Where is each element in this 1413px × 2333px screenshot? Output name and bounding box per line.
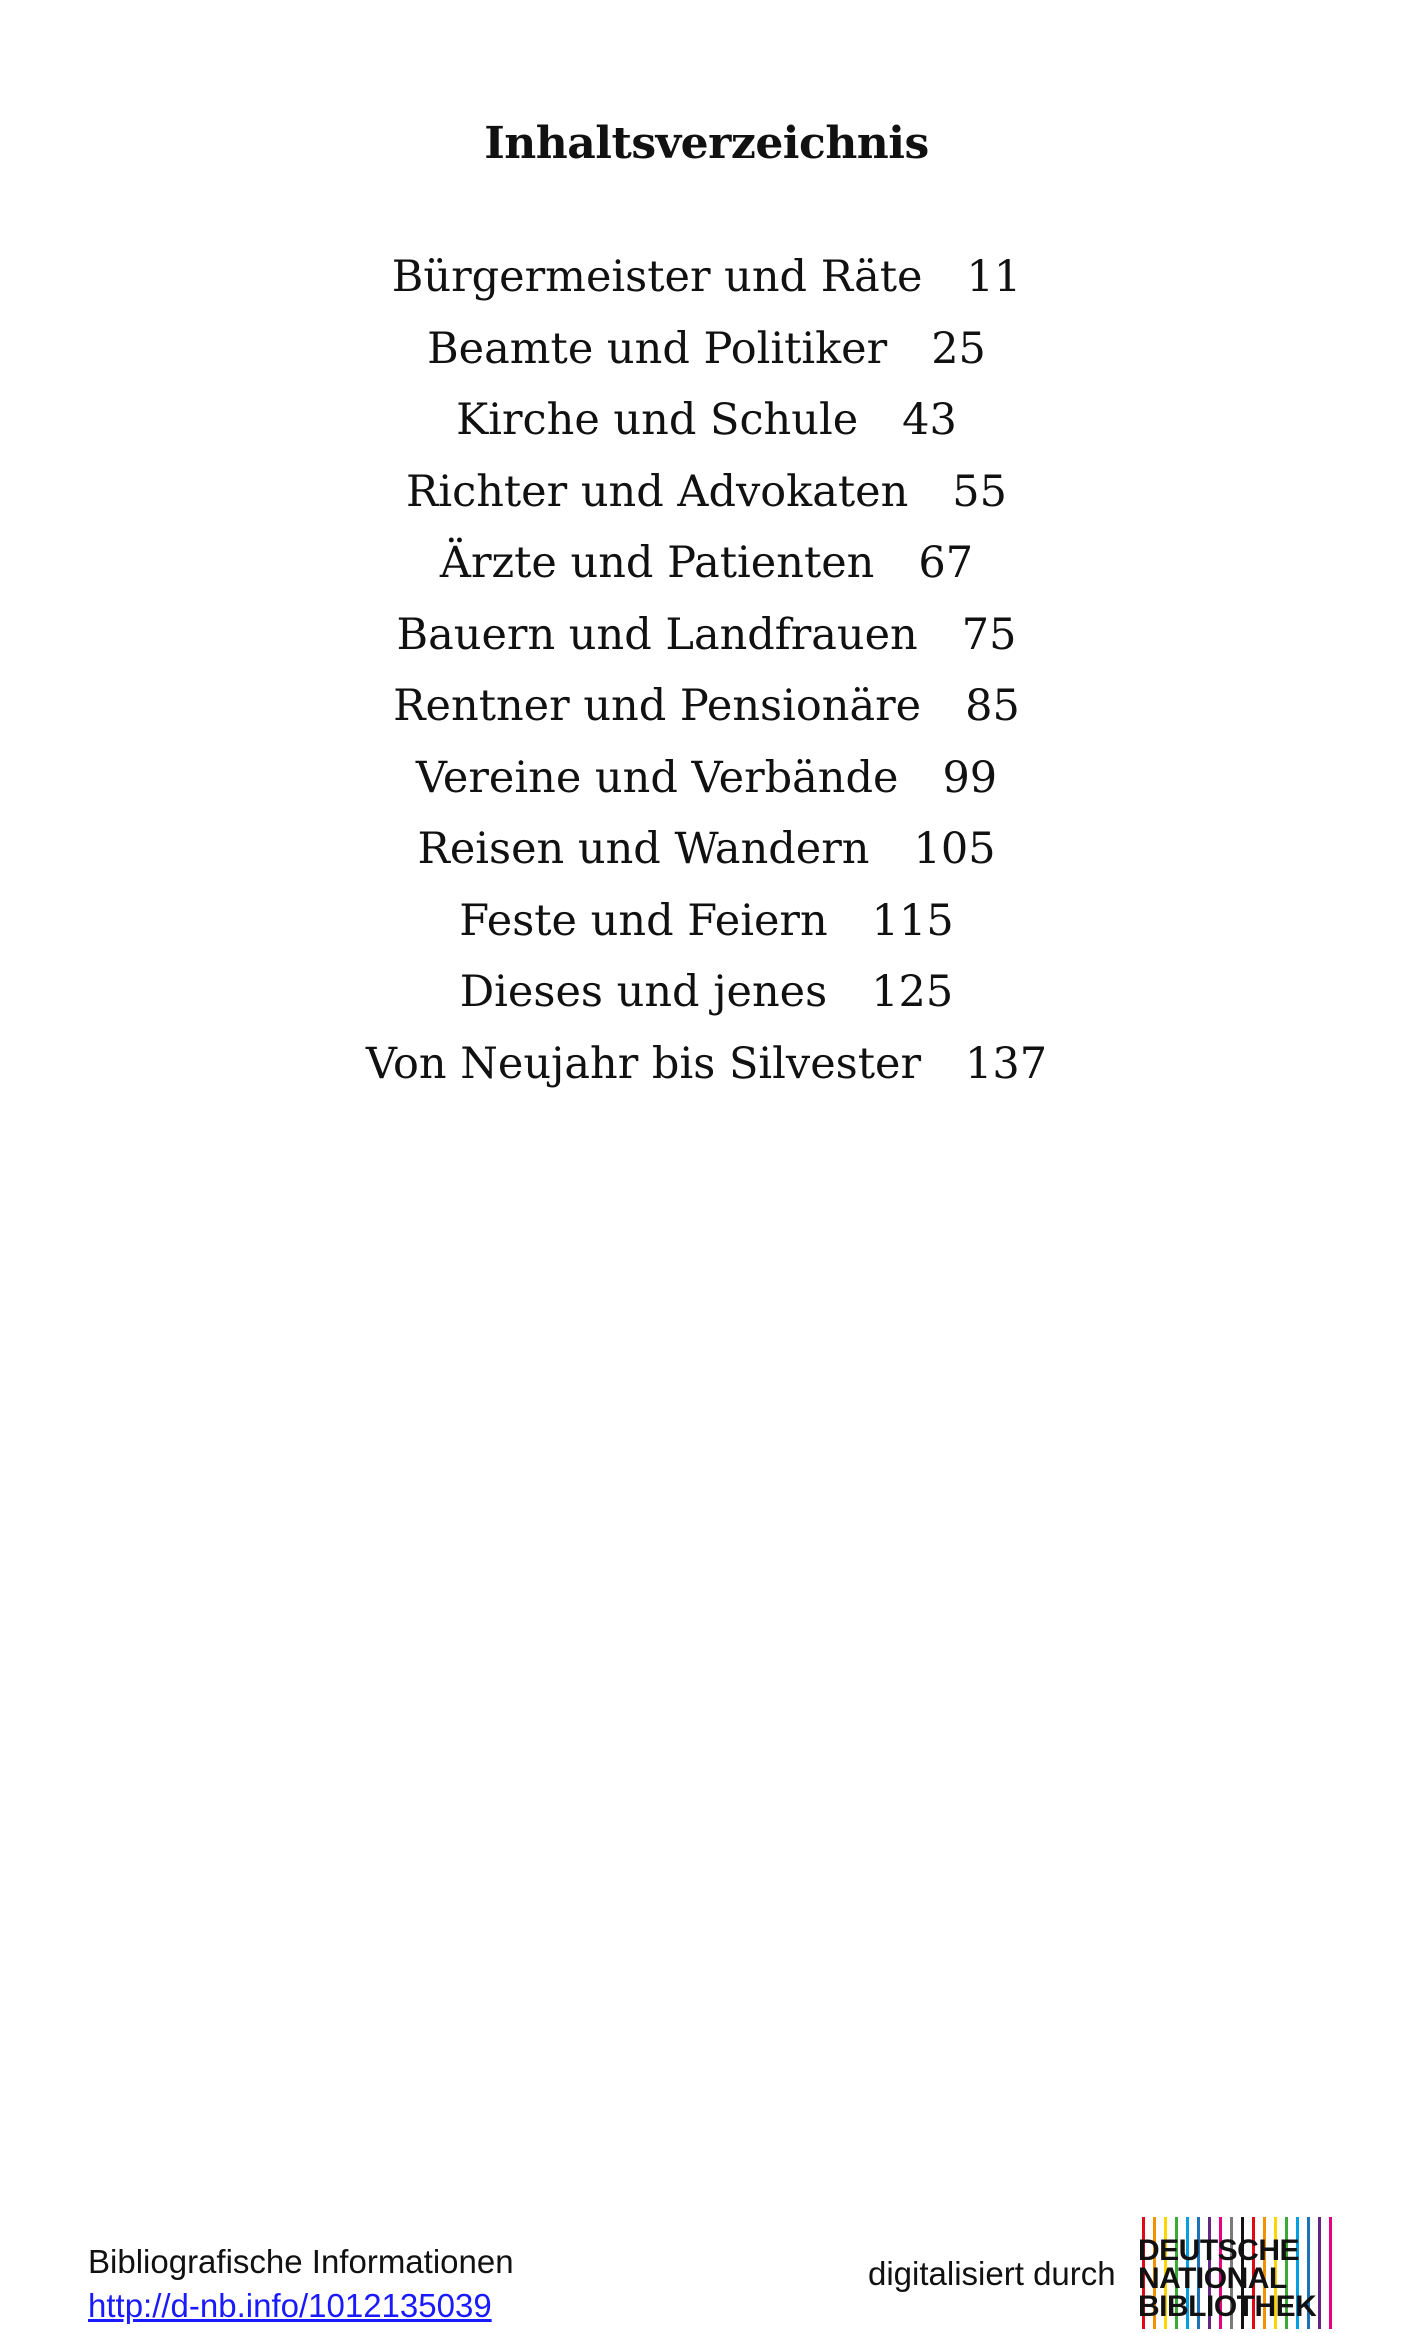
toc-entry-title: Vereine und Verbände	[415, 752, 899, 803]
toc-entry-page: 75	[961, 609, 1017, 660]
page-title: Inhaltsverzeichnis	[484, 118, 929, 169]
toc-entry-title: Ärzte und Patienten	[439, 538, 875, 588]
toc-entry	[0, 886, 1413, 958]
dnb-logo-line: NATIONAL	[1138, 2262, 1287, 2295]
toc-entry-page: 55	[952, 466, 1008, 517]
toc-entry-page: 85	[965, 681, 1020, 731]
digitized-by-label: digitalisiert durch	[868, 2255, 1116, 2292]
dnb-logo-text	[1138, 2234, 1343, 2323]
toc-entry-title: Bauern und Landfrauen	[396, 609, 918, 660]
toc-entry	[0, 528, 1413, 600]
toc-entry-title: Feste und Feiern	[459, 895, 828, 946]
toc-entry	[0, 600, 1413, 672]
toc-entry-page: 105	[913, 824, 996, 874]
dnb-logo	[1138, 2217, 1343, 2329]
bibliographic-info-link[interactable]: http://d-nb.info/1012135039	[88, 2287, 492, 2324]
table-of-contents	[0, 242, 1413, 1100]
toc-entry-title: Richter und Advokaten	[405, 466, 909, 517]
toc-entry-title: Beamte und Politiker	[427, 323, 888, 374]
toc-entry	[0, 671, 1413, 743]
toc-entry	[0, 385, 1413, 457]
toc-entry	[0, 314, 1413, 386]
toc-entry-page: 11	[966, 252, 1022, 302]
toc-entry-title: Bürgermeister und Räte	[391, 252, 923, 302]
bibliographic-info-label: Bibliografische Informationen	[88, 2243, 514, 2280]
toc-entry-title: Reisen und Wandern	[417, 824, 870, 874]
toc-entry-page: 115	[871, 895, 954, 946]
toc-entry-page: 99	[942, 752, 998, 803]
toc-entry-page: 125	[871, 967, 954, 1017]
toc-entry	[0, 242, 1413, 314]
bibliographic-info	[88, 2240, 514, 2328]
toc-entry-title: Kirche und Schule	[456, 395, 859, 445]
toc-entry	[0, 743, 1413, 815]
toc-entry-page: 137	[965, 1038, 1048, 1089]
toc-entry-title: Rentner und Pensionäre	[393, 681, 922, 731]
toc-entry	[0, 1029, 1413, 1101]
dnb-logo-line: DEUTSCHE	[1138, 2234, 1300, 2267]
dnb-logo-line: BIBLIOTHEK	[1138, 2290, 1317, 2323]
toc-entry-page: 25	[931, 323, 986, 374]
toc-entry-title: Dieses und jenes	[459, 967, 828, 1017]
toc-entry	[0, 957, 1413, 1029]
toc-entry-title: Von Neujahr bis Silvester	[365, 1038, 921, 1089]
toc-entry-page: 43	[902, 395, 957, 445]
toc-entry-page: 67	[918, 538, 974, 588]
toc-entry	[0, 814, 1413, 886]
toc-entry	[0, 457, 1413, 529]
